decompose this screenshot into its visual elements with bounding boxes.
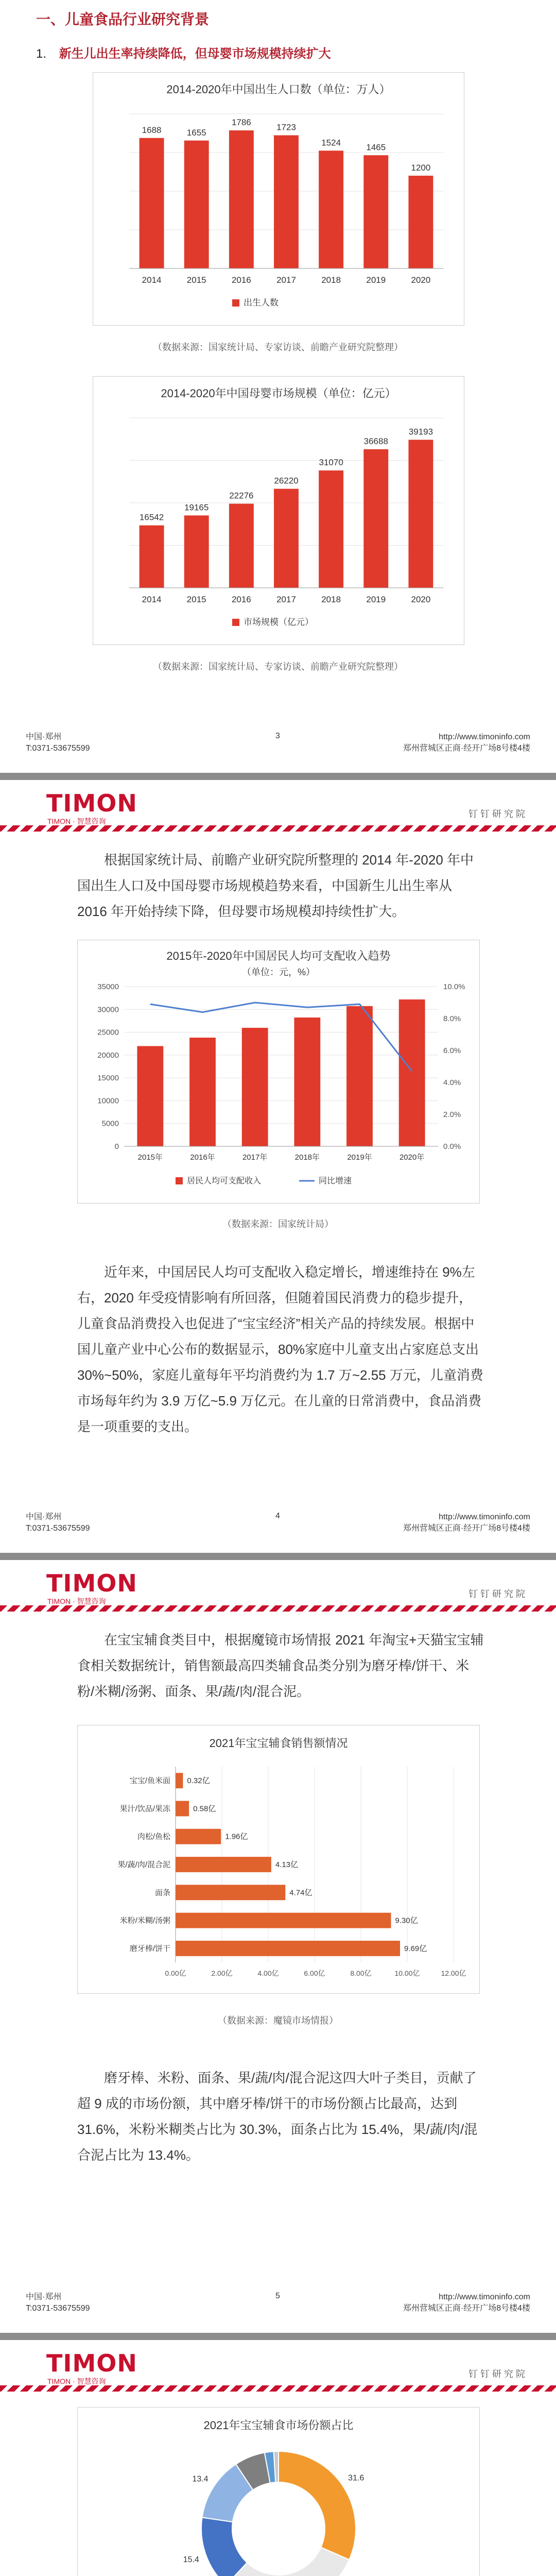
y-tick-label: 30000 — [97, 1005, 119, 1014]
footer-city: 中国·郑州 — [26, 733, 62, 741]
data-label: 1688 — [142, 125, 162, 135]
header-stripe — [0, 2385, 556, 2392]
page-number: 4 — [275, 1512, 280, 1520]
legend-swatch — [232, 299, 239, 307]
slice-label: 13.4 — [192, 2475, 208, 2484]
slice-label: 31.6 — [348, 2473, 364, 2483]
data-label: 0.32亿 — [187, 1776, 210, 1786]
x-tick-label: 2017 — [276, 275, 296, 285]
x-tick-label: 2016年 — [190, 1153, 215, 1162]
x-tick-label: 2014 — [142, 275, 162, 285]
point-text: 新生儿出生率持续降低，但母婴市场规模持续扩大 — [59, 47, 331, 61]
page-gap — [0, 2333, 556, 2340]
bar — [176, 1941, 400, 1956]
bar — [229, 130, 254, 268]
slice-label: 15.4 — [183, 2555, 199, 2564]
timon-logo: TIMON — [46, 789, 137, 817]
bar — [319, 470, 343, 588]
x-tick-label: 0.00亿 — [165, 1969, 186, 1977]
x-tick-label: 2019 — [366, 275, 386, 285]
bar — [363, 449, 388, 588]
market-share-paragraph: 磨牙棒、米粉、面条、果/蔬/肉/混合泥这四大叶子类目，贡献了超 9 成的市场份额，其中磨牙棒/饼干的市场份额占比最高，达到 31.6%，米粉米糊类占比为 30.3%，面条占比为 15.4%，果/蔬/肉/混合泥占比为 13.4%。 — [77, 2070, 478, 2163]
y2-tick-label: 6.0% — [443, 1046, 461, 1055]
complementary-food-paragraph: 在宝宝辅食类目中，根据魔镜市场情报 2021 年淘宝+天猫宝宝辅食相关数据统计，销售额最高四类辅食品类分别为磨牙棒/饼干、米粉/米糊/汤粥、面条、果/蔬/肉/混合泥。 — [77, 1632, 484, 1699]
consumption-paragraph: 近年来，中国居民人均可支配收入稳定增长，增速维持在 9%左右，2020 年受疫情影响有所回落，但随着国民消费力的稳步提升，儿童食品消费投入也促进了“宝宝经济”相关产品的持续发展。根据中国儿童产业中心公布的数据显示，80%家庭中儿童支出占家庭总支出 30%~50%，家庭儿童每年平均消费约为 1.7 万~2.55 万元，儿童消费市场每年约为 3.9 万亿~5.9 万亿元。在儿童的日常消费中，食品消费是一项重要的支出。 — [77, 1264, 483, 1434]
complementary-food-sales-chart-svg — [78, 1725, 479, 1993]
brand-name: 钉 钉 研 究 院 — [468, 809, 525, 819]
y2-tick-label: 8.0% — [443, 1014, 461, 1023]
brand-name: 钉 钉 研 究 院 — [468, 1589, 525, 1599]
footer-street: 郑州营城区正商·经开广场8号楼4楼 — [403, 744, 530, 753]
page-gap — [0, 1553, 556, 1560]
footer-street: 郑州营城区正商·经开广场8号楼4楼 — [403, 2304, 530, 2313]
page-gap — [0, 773, 556, 780]
chart-title: 2014-2020年中国出生人口数（单位：万人） — [166, 83, 391, 96]
bar — [184, 141, 209, 268]
x-tick-label: 2018 — [321, 595, 341, 604]
page-number: 5 — [275, 2292, 280, 2300]
birth-chart — [93, 72, 464, 326]
market-share-pie-svg — [78, 2408, 479, 2576]
x-tick-label: 2.00亿 — [211, 1969, 233, 1977]
growth-line — [150, 1003, 412, 1071]
maternal-market-chart — [93, 376, 464, 645]
x-tick-label: 2019 — [366, 595, 386, 604]
income-chart — [77, 940, 480, 1204]
x-tick-label: 2015 — [186, 595, 206, 604]
footer-website[interactable]: http://www.timoninfo.com — [439, 1513, 530, 1521]
birth-chart-svg — [93, 73, 464, 325]
source-note: （数据来源：魔镜市场情报） — [218, 2015, 338, 2026]
footer-city: 中国·郑州 — [26, 1513, 62, 1521]
bar — [176, 1773, 183, 1788]
y-tick-label: 10000 — [97, 1096, 119, 1106]
brand-name: 钉 钉 研 究 院 — [468, 2369, 525, 2379]
chart-unit: （单位：元，%） — [241, 967, 316, 977]
complementary-food-sales-chart — [77, 1725, 480, 1994]
y-tick-label: 宝宝/鱼米面 — [129, 1776, 170, 1786]
data-label: 0.58亿 — [193, 1804, 216, 1814]
x-tick-label: 2016 — [231, 275, 251, 285]
x-tick-label: 6.00亿 — [304, 1969, 325, 1977]
source-note: （数据来源：国家统计局、专家访谈、前瞻产业研究院整理） — [153, 662, 403, 672]
bar — [274, 489, 299, 588]
page-3 — [0, 0, 556, 773]
bar — [140, 138, 164, 268]
y-tick-label: 20000 — [97, 1050, 119, 1060]
data-label: 19165 — [184, 502, 209, 513]
chart-title: 2021年宝宝辅食市场份额占比 — [203, 2419, 354, 2432]
timon-logo-subtitle: TIMON · 智慧咨询 — [47, 2377, 106, 2385]
intro-paragraph: 根据国家统计局、前瞻产业研究院所整理的 2014 年-2020 年中国出生人口及中国母婴市场规模趋势来看，中国新生儿出生率从 2016 年开始持续下降，但母婴市场规模却持续性扩大。 — [77, 852, 474, 919]
legend-label: 出生人数 — [244, 298, 279, 308]
income-chart-svg — [78, 940, 479, 1203]
data-label: 9.30亿 — [395, 1916, 418, 1925]
x-tick-label: 10.00亿 — [394, 1969, 420, 1977]
pie-slice — [279, 2451, 356, 2560]
footer-phone: T:0371-53675599 — [26, 744, 90, 753]
bar — [137, 1046, 163, 1146]
source-note: （数据来源：国家统计局） — [222, 1219, 334, 1229]
x-tick-label: 2020年 — [399, 1153, 425, 1162]
header-stripe — [0, 1605, 556, 1612]
footer-street: 郑州营城区正商·经开广场8号楼4楼 — [403, 1524, 530, 1533]
legend-label: 居民人均可支配收入 — [187, 1177, 262, 1185]
x-tick-label: 2017年 — [242, 1153, 268, 1162]
data-label: 39193 — [408, 427, 433, 437]
x-tick-label: 12.00亿 — [441, 1969, 466, 1977]
bar — [176, 1857, 271, 1872]
bar — [408, 176, 433, 268]
x-tick-label: 2014 — [142, 595, 162, 604]
x-tick-label: 4.00亿 — [257, 1969, 279, 1977]
pie-slice — [201, 2517, 247, 2576]
page-header — [0, 2340, 556, 2389]
data-label: 1200 — [411, 163, 431, 173]
timon-logo: TIMON — [46, 2349, 137, 2377]
bar — [184, 515, 209, 588]
y2-tick-label: 10.0% — [443, 982, 465, 991]
y-tick-label: 肉松/鱼松 — [137, 1832, 170, 1841]
legend-swatch — [176, 1177, 183, 1184]
y-tick-label: 35000 — [97, 982, 119, 991]
section-title: 一、儿童食品行业研究背景 — [36, 11, 210, 27]
bar — [189, 1038, 216, 1146]
x-tick-label: 2018年 — [294, 1153, 320, 1162]
x-tick-label: 2015年 — [137, 1153, 163, 1162]
data-label: 22276 — [229, 490, 254, 501]
footer-city: 中国·郑州 — [26, 2293, 62, 2301]
bar — [363, 155, 388, 268]
footer-address — [403, 2292, 530, 2314]
header-stripe — [0, 825, 556, 832]
y-tick-label: 5000 — [101, 1119, 119, 1128]
data-label: 31070 — [319, 457, 343, 468]
data-label: 36688 — [363, 436, 388, 446]
chart-title: 2021年宝宝辅食销售额情况 — [209, 1737, 348, 1750]
x-tick-label: 2020 — [411, 595, 431, 604]
footer-phone: T:0371-53675599 — [26, 1524, 90, 1533]
data-label: 1723 — [276, 122, 296, 132]
y-tick-label: 15000 — [97, 1074, 119, 1083]
footer-phone: T:0371-53675599 — [26, 2304, 90, 2313]
bar — [229, 504, 254, 588]
y-tick-label: 0 — [114, 1142, 119, 1151]
point-number: 1. — [36, 47, 47, 61]
footer-address — [403, 1512, 530, 1534]
legend-label: 市场规模（亿元） — [244, 617, 314, 627]
y2-tick-label: 2.0% — [443, 1110, 461, 1119]
bar — [176, 1801, 189, 1817]
y-tick-label: 果/蔬/肉/混合泥 — [117, 1860, 170, 1869]
footer-website[interactable]: http://www.timoninfo.com — [439, 2293, 530, 2301]
y-tick-label: 25000 — [97, 1028, 119, 1037]
legend-swatch — [232, 619, 239, 626]
x-tick-label: 2018 — [321, 275, 341, 285]
data-label: 4.74亿 — [289, 1888, 312, 1897]
bar — [399, 999, 425, 1146]
bar — [176, 1913, 391, 1928]
footer-contact — [26, 732, 90, 754]
footer-website[interactable]: http://www.timoninfo.com — [439, 733, 530, 741]
y-tick-label: 磨牙棒/饼干 — [129, 1944, 170, 1953]
y-tick-label: 面条 — [154, 1888, 170, 1897]
point-heading — [36, 43, 331, 61]
bar — [176, 1829, 221, 1844]
y2-tick-label: 0.0% — [443, 1142, 461, 1151]
bar — [140, 526, 164, 588]
bar — [176, 1885, 285, 1900]
timon-logo: TIMON — [46, 1569, 137, 1597]
market-share-pie-chart — [77, 2407, 480, 2576]
bar — [274, 135, 299, 268]
x-tick-label: 2020 — [411, 275, 431, 285]
data-label: 1786 — [231, 117, 251, 128]
data-label: 1465 — [366, 142, 386, 152]
x-tick-label: 2017 — [276, 595, 296, 604]
data-label: 9.69亿 — [404, 1944, 427, 1953]
timon-logo-subtitle: TIMON · 智慧咨询 — [47, 817, 106, 825]
legend-label: 同比增速 — [319, 1177, 352, 1185]
data-label: 4.13亿 — [275, 1860, 299, 1869]
page-header — [0, 1560, 556, 1609]
page-4 — [0, 780, 556, 1553]
bar — [408, 440, 433, 588]
x-tick-label: 2016 — [231, 595, 251, 604]
page-number: 3 — [275, 732, 280, 740]
source-note: （数据来源：国家统计局、专家访谈、前瞻产业研究院整理） — [153, 342, 403, 352]
data-label: 1655 — [186, 127, 206, 138]
bar — [346, 1006, 373, 1146]
footer-contact — [26, 2292, 90, 2314]
chart-title: 2014-2020年中国母婴市场规模（单位：亿元） — [161, 387, 396, 400]
x-tick-label: 2015 — [186, 275, 206, 285]
y2-tick-label: 4.0% — [443, 1078, 461, 1087]
chart-title: 2015年-2020年中国居民人均可支配收入趋势 — [166, 950, 391, 962]
data-label: 26220 — [274, 476, 299, 486]
data-label: 1524 — [321, 138, 341, 148]
bar — [319, 150, 343, 268]
maternal-market-chart-svg — [93, 377, 464, 645]
footer-contact — [26, 1512, 90, 1534]
x-tick-label: 8.00亿 — [350, 1969, 372, 1977]
bar — [294, 1018, 320, 1146]
page-header — [0, 780, 556, 829]
footer-address — [403, 732, 530, 754]
data-label: 16542 — [139, 512, 164, 522]
bar — [242, 1028, 268, 1146]
page-5 — [0, 1560, 556, 2333]
x-tick-label: 2019年 — [347, 1153, 372, 1162]
y-tick-label: 米粉/米糊/汤粥 — [119, 1916, 170, 1925]
y-tick-label: 果汁/饮品/果冻 — [119, 1804, 170, 1814]
data-label: 1.96亿 — [225, 1832, 248, 1841]
timon-logo-subtitle: TIMON · 智慧咨询 — [47, 1597, 106, 1605]
page-6 — [0, 2340, 556, 2576]
